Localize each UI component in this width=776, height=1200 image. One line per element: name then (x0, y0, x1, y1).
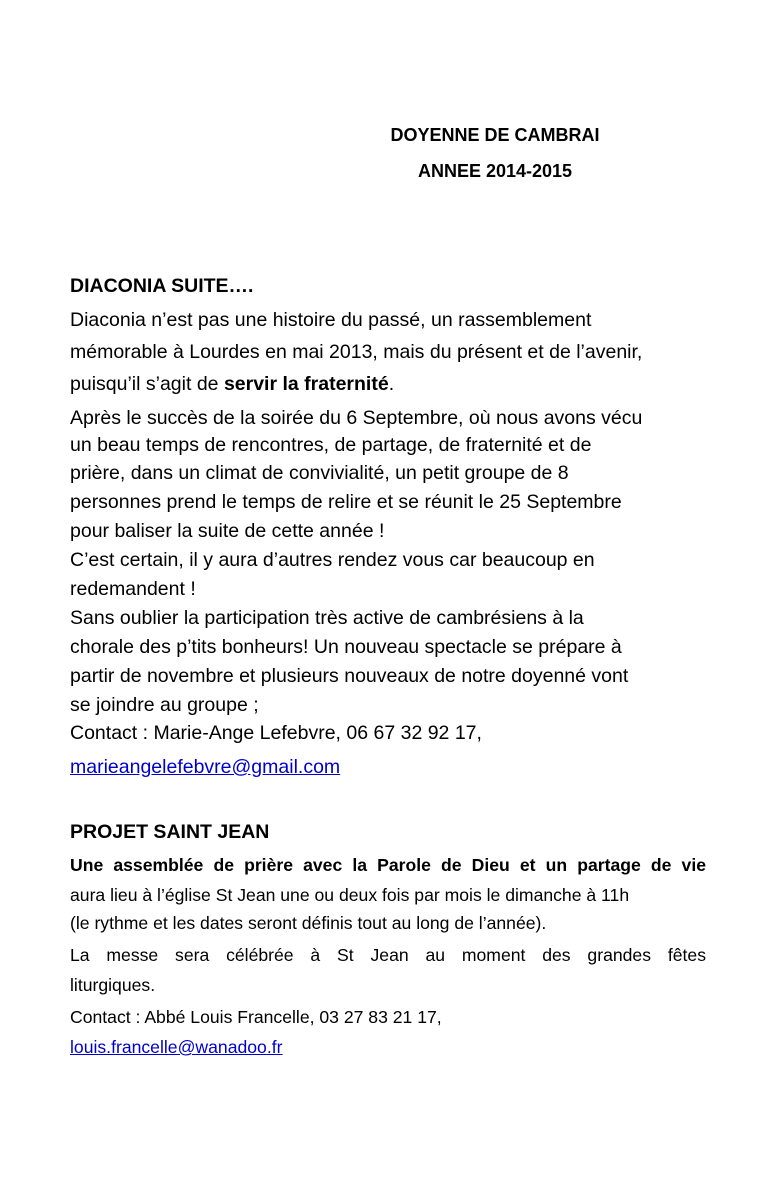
text-suffix: . (388, 373, 395, 395)
text-prefix: puisqu’il s’agit de (70, 373, 224, 395)
paragraph-line: Après le succès de la soirée du 6 Septembre, où nous avons vécu (70, 407, 643, 429)
paragraph-line: liturgiques. (70, 975, 156, 995)
paragraph-line: se joindre au groupe ; (70, 694, 259, 716)
paragraph-line: un beau temps de rencontres, de partage, de fraternité et de (70, 434, 592, 456)
paragraph-line: aura lieu à l’église St Jean une ou deux fois par mois le dimanche à 11h (70, 885, 630, 905)
paragraph-line: pour baliser la suite de cette année ! (70, 520, 385, 542)
paragraph-line: partir de novembre et plusieurs nouveaux de notre doyenné vont (70, 665, 629, 687)
paragraph-line: C’est certain, il y aura d’autres rendez vous car beaucoup en (70, 549, 595, 571)
paragraph-line: chorale des p’tits bonheurs! Un nouveau spectacle se prépare à (70, 636, 622, 658)
diaconia-contact: Contact : Marie-Ange Lefebvre, 06 67 32 92 17, (70, 722, 482, 744)
projet-email-row (70, 1034, 706, 1060)
paragraph-line: (le rythme et les dates seront définis tout au long de l’année). (70, 913, 547, 933)
deanery-title: DOYENNE DE CAMBRAI (390, 125, 600, 145)
bold-phrase: servir la fraternité (223, 373, 389, 395)
projet-bold-line: Une assemblée de prière avec la Parole de Dieu et un partage de vie (70, 855, 706, 875)
projet-email-link[interactable]: louis.francelle@wanadoo.fr (70, 1037, 283, 1057)
paragraph-line: Sans oublier la participation très active de cambrésiens à la (70, 607, 584, 629)
diaconia-email-link[interactable]: marieangelefebvre@gmail.com (70, 756, 341, 778)
paragraph-line-fraternite (70, 371, 706, 397)
paragraph-line: Diaconia n’est pas une histoire du passé, un rassemblement (70, 309, 592, 331)
diaconia-heading: DIACONIA SUITE…. (70, 275, 254, 297)
paragraph-line: redemandent ! (70, 578, 196, 600)
projet-contact: Contact : Abbé Louis Francelle, 03 27 83 21 17, (70, 1007, 442, 1027)
projet-heading: PROJET SAINT JEAN (70, 821, 270, 843)
paragraph-line: prière, dans un climat de convivialité, un petit groupe de 8 (70, 462, 569, 484)
paragraph-line: mémorable à Lourdes en mai 2013, mais du présent et de l’avenir, (70, 341, 643, 363)
paragraph-line: La messe sera célébrée à St Jean au moment des grandes fêtes (70, 945, 706, 965)
year-title: ANNEE 2014-2015 (417, 161, 573, 181)
paragraph-line: personnes prend le temps de relire et se réunit le 25 Septembre (70, 491, 622, 513)
diaconia-email-row (70, 754, 706, 780)
